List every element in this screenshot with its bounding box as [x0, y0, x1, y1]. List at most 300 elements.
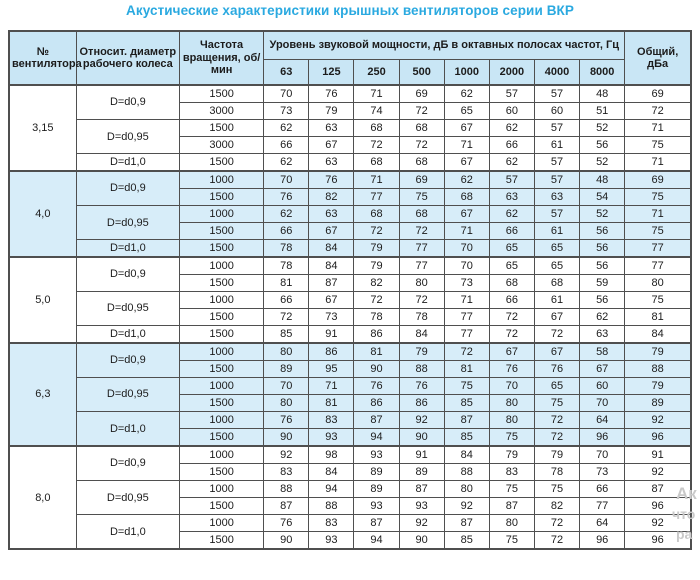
diameter-cell: D=d1,0	[76, 240, 179, 257]
level-cell-2000hz: 62	[489, 119, 534, 136]
table-row	[9, 326, 691, 343]
level-cell-8000hz: 56	[580, 291, 625, 308]
total-dba-cell: 79	[625, 377, 691, 394]
level-cell-1000hz: 70	[444, 257, 489, 274]
level-cell-125hz: 83	[309, 412, 354, 429]
level-cell-63hz: 90	[264, 429, 309, 446]
diameter-cell: D=d0,95	[76, 119, 179, 153]
fan-number-cell: 4,0	[9, 171, 76, 257]
header-band-8000: 8000	[580, 59, 625, 85]
level-cell-1000hz: 77	[444, 308, 489, 325]
level-cell-250hz: 71	[354, 85, 399, 102]
level-cell-250hz: 76	[354, 377, 399, 394]
level-cell-500hz: 93	[399, 498, 444, 515]
level-cell-500hz: 76	[399, 377, 444, 394]
table-row	[9, 291, 691, 308]
speed-cell: 1500	[179, 360, 263, 377]
diameter-cell: D=d0,9	[76, 171, 179, 205]
level-cell-500hz: 80	[399, 274, 444, 291]
level-cell-125hz: 82	[309, 188, 354, 205]
diameter-cell: D=d1,0	[76, 515, 179, 549]
level-cell-125hz: 84	[309, 463, 354, 480]
speed-cell: 1500	[179, 240, 263, 257]
diameter-cell: D=d0,9	[76, 257, 179, 291]
watermark-fragment: Ак	[676, 484, 697, 503]
level-cell-4000hz: 60	[534, 102, 579, 119]
level-cell-125hz: 84	[309, 257, 354, 274]
fan-table-body	[9, 85, 691, 549]
speed-cell: 1000	[179, 377, 263, 394]
header-band-125: 125	[309, 59, 354, 85]
level-cell-2000hz: 70	[489, 377, 534, 394]
level-cell-250hz: 68	[354, 154, 399, 171]
table-row	[9, 257, 691, 274]
level-cell-63hz: 80	[264, 394, 309, 411]
level-cell-4000hz: 67	[534, 308, 579, 325]
level-cell-8000hz: 51	[580, 102, 625, 119]
total-dba-cell: 91	[625, 446, 691, 463]
level-cell-2000hz: 80	[489, 515, 534, 532]
level-cell-500hz: 69	[399, 85, 444, 102]
level-cell-8000hz: 96	[580, 429, 625, 446]
table-header	[9, 31, 691, 85]
diameter-cell: D=d0,95	[76, 480, 179, 514]
level-cell-63hz: 80	[264, 343, 309, 360]
level-cell-8000hz: 67	[580, 360, 625, 377]
level-cell-8000hz: 96	[580, 532, 625, 549]
level-cell-1000hz: 92	[444, 498, 489, 515]
level-cell-1000hz: 71	[444, 291, 489, 308]
header-diameter: Относит. диаметр рабочего колеса	[76, 31, 179, 85]
level-cell-500hz: 77	[399, 240, 444, 257]
level-cell-250hz: 87	[354, 412, 399, 429]
fan-number-cell: 8,0	[9, 446, 76, 549]
level-cell-4000hz: 72	[534, 515, 579, 532]
speed-cell: 1500	[179, 326, 263, 343]
speed-cell: 1500	[179, 274, 263, 291]
level-cell-500hz: 92	[399, 412, 444, 429]
level-cell-63hz: 70	[264, 85, 309, 102]
level-cell-1000hz: 67	[444, 205, 489, 222]
header-band-2000: 2000	[489, 59, 534, 85]
level-cell-1000hz: 85	[444, 532, 489, 549]
level-cell-2000hz: 57	[489, 85, 534, 102]
speed-cell: 1000	[179, 446, 263, 463]
level-cell-250hz: 74	[354, 102, 399, 119]
level-cell-125hz: 81	[309, 394, 354, 411]
level-cell-125hz: 63	[309, 154, 354, 171]
total-dba-cell: 96	[625, 429, 691, 446]
level-cell-1000hz: 67	[444, 154, 489, 171]
level-cell-63hz: 85	[264, 326, 309, 343]
level-cell-63hz: 76	[264, 412, 309, 429]
level-cell-8000hz: 70	[580, 394, 625, 411]
fan-number-cell: 5,0	[9, 257, 76, 343]
level-cell-63hz: 62	[264, 154, 309, 171]
diameter-cell: D=d0,95	[76, 377, 179, 411]
level-cell-500hz: 86	[399, 394, 444, 411]
total-dba-cell: 71	[625, 119, 691, 136]
table-row	[9, 377, 691, 394]
level-cell-500hz: 78	[399, 308, 444, 325]
level-cell-4000hz: 57	[534, 119, 579, 136]
level-cell-4000hz: 76	[534, 360, 579, 377]
speed-cell: 1000	[179, 171, 263, 188]
speed-cell: 1500	[179, 308, 263, 325]
level-cell-2000hz: 72	[489, 326, 534, 343]
level-cell-1000hz: 81	[444, 360, 489, 377]
level-cell-4000hz: 72	[534, 532, 579, 549]
level-cell-1000hz: 73	[444, 274, 489, 291]
total-dba-cell: 96	[625, 532, 691, 549]
level-cell-63hz: 87	[264, 498, 309, 515]
level-cell-8000hz: 63	[580, 326, 625, 343]
level-cell-250hz: 86	[354, 394, 399, 411]
level-cell-8000hz: 64	[580, 412, 625, 429]
level-cell-63hz: 62	[264, 119, 309, 136]
level-cell-63hz: 70	[264, 377, 309, 394]
level-cell-2000hz: 57	[489, 171, 534, 188]
level-cell-125hz: 76	[309, 171, 354, 188]
level-cell-2000hz: 60	[489, 102, 534, 119]
level-cell-125hz: 67	[309, 137, 354, 154]
level-cell-250hz: 93	[354, 446, 399, 463]
level-cell-63hz: 70	[264, 171, 309, 188]
level-cell-500hz: 72	[399, 291, 444, 308]
header-band-1000: 1000	[444, 59, 489, 85]
diameter-cell: D=d1,0	[76, 326, 179, 343]
page-title: Акустические характеристики крышных вентиляторов серии ВКР	[125, 3, 574, 18]
level-cell-1000hz: 85	[444, 429, 489, 446]
level-cell-1000hz: 71	[444, 223, 489, 240]
level-cell-250hz: 79	[354, 240, 399, 257]
level-cell-4000hz: 75	[534, 480, 579, 497]
header-band-4000: 4000	[534, 59, 579, 85]
level-cell-2000hz: 66	[489, 223, 534, 240]
level-cell-250hz: 93	[354, 498, 399, 515]
total-dba-cell: 80	[625, 274, 691, 291]
level-cell-500hz: 79	[399, 343, 444, 360]
level-cell-500hz: 68	[399, 205, 444, 222]
level-cell-1000hz: 84	[444, 446, 489, 463]
level-cell-2000hz: 65	[489, 257, 534, 274]
level-cell-63hz: 66	[264, 291, 309, 308]
level-cell-63hz: 72	[264, 308, 309, 325]
level-cell-1000hz: 80	[444, 480, 489, 497]
level-cell-8000hz: 52	[580, 119, 625, 136]
total-dba-cell: 69	[625, 171, 691, 188]
level-cell-500hz: 90	[399, 429, 444, 446]
level-cell-2000hz: 66	[489, 291, 534, 308]
level-cell-500hz: 69	[399, 171, 444, 188]
fan-number-cell: 6,3	[9, 343, 76, 446]
level-cell-250hz: 79	[354, 257, 399, 274]
acoustic-characteristics-table	[8, 30, 692, 550]
total-dba-cell: 92	[625, 412, 691, 429]
level-cell-125hz: 84	[309, 240, 354, 257]
table-row	[9, 412, 691, 429]
level-cell-4000hz: 72	[534, 326, 579, 343]
level-cell-4000hz: 65	[534, 257, 579, 274]
speed-cell: 1500	[179, 223, 263, 240]
level-cell-8000hz: 64	[580, 515, 625, 532]
level-cell-125hz: 63	[309, 119, 354, 136]
level-cell-250hz: 82	[354, 274, 399, 291]
level-cell-1000hz: 88	[444, 463, 489, 480]
level-cell-500hz: 88	[399, 360, 444, 377]
level-cell-2000hz: 62	[489, 205, 534, 222]
total-dba-cell: 72	[625, 102, 691, 119]
level-cell-125hz: 93	[309, 429, 354, 446]
level-cell-8000hz: 59	[580, 274, 625, 291]
level-cell-4000hz: 65	[534, 240, 579, 257]
level-cell-2000hz: 65	[489, 240, 534, 257]
level-cell-2000hz: 66	[489, 137, 534, 154]
total-dba-cell: 89	[625, 394, 691, 411]
speed-cell: 1500	[179, 394, 263, 411]
level-cell-500hz: 91	[399, 446, 444, 463]
level-cell-4000hz: 75	[534, 394, 579, 411]
level-cell-2000hz: 75	[489, 480, 534, 497]
level-cell-125hz: 79	[309, 102, 354, 119]
level-cell-125hz: 67	[309, 291, 354, 308]
header-spl-group: Уровень звуковой мощности, дБ в октавных полосах частот, Гц	[264, 31, 625, 59]
level-cell-250hz: 94	[354, 429, 399, 446]
level-cell-125hz: 63	[309, 205, 354, 222]
header-band-500: 500	[399, 59, 444, 85]
speed-cell: 1500	[179, 498, 263, 515]
level-cell-63hz: 66	[264, 223, 309, 240]
level-cell-8000hz: 62	[580, 308, 625, 325]
level-cell-500hz: 89	[399, 463, 444, 480]
watermark-fragment: что	[672, 506, 696, 522]
level-cell-8000hz: 58	[580, 343, 625, 360]
total-dba-cell: 75	[625, 188, 691, 205]
diameter-cell: D=d0,9	[76, 343, 179, 377]
header-row-1	[9, 31, 691, 59]
speed-cell: 1500	[179, 154, 263, 171]
total-dba-cell: 87	[625, 480, 691, 497]
level-cell-1000hz: 67	[444, 119, 489, 136]
level-cell-63hz: 76	[264, 188, 309, 205]
level-cell-250hz: 89	[354, 463, 399, 480]
total-dba-cell: 75	[625, 137, 691, 154]
speed-cell: 1000	[179, 480, 263, 497]
level-cell-250hz: 72	[354, 291, 399, 308]
level-cell-250hz: 77	[354, 188, 399, 205]
table-row	[9, 515, 691, 532]
level-cell-63hz: 83	[264, 463, 309, 480]
level-cell-125hz: 88	[309, 498, 354, 515]
level-cell-250hz: 87	[354, 515, 399, 532]
level-cell-500hz: 75	[399, 188, 444, 205]
level-cell-125hz: 67	[309, 223, 354, 240]
total-dba-cell: 71	[625, 154, 691, 171]
level-cell-2000hz: 80	[489, 412, 534, 429]
level-cell-250hz: 94	[354, 532, 399, 549]
level-cell-250hz: 81	[354, 343, 399, 360]
level-cell-125hz: 93	[309, 532, 354, 549]
level-cell-250hz: 86	[354, 326, 399, 343]
level-cell-63hz: 76	[264, 515, 309, 532]
level-cell-2000hz: 75	[489, 429, 534, 446]
level-cell-250hz: 71	[354, 171, 399, 188]
level-cell-500hz: 72	[399, 102, 444, 119]
level-cell-125hz: 86	[309, 343, 354, 360]
total-dba-cell: 77	[625, 240, 691, 257]
total-dba-cell: 81	[625, 308, 691, 325]
level-cell-250hz: 89	[354, 480, 399, 497]
speed-cell: 1500	[179, 119, 263, 136]
level-cell-8000hz: 56	[580, 240, 625, 257]
fan-number-cell: 3,15	[9, 85, 76, 171]
table-row	[9, 119, 691, 136]
level-cell-2000hz: 87	[489, 498, 534, 515]
total-dba-cell: 84	[625, 326, 691, 343]
level-cell-8000hz: 66	[580, 480, 625, 497]
level-cell-4000hz: 79	[534, 446, 579, 463]
level-cell-1000hz: 87	[444, 515, 489, 532]
level-cell-63hz: 90	[264, 532, 309, 549]
level-cell-63hz: 89	[264, 360, 309, 377]
level-cell-4000hz: 57	[534, 154, 579, 171]
level-cell-63hz: 66	[264, 137, 309, 154]
table-row	[9, 205, 691, 222]
level-cell-4000hz: 57	[534, 205, 579, 222]
level-cell-8000hz: 60	[580, 377, 625, 394]
level-cell-4000hz: 68	[534, 274, 579, 291]
level-cell-63hz: 78	[264, 240, 309, 257]
diameter-cell: D=d0,95	[76, 205, 179, 239]
speed-cell: 1000	[179, 257, 263, 274]
level-cell-4000hz: 78	[534, 463, 579, 480]
level-cell-125hz: 76	[309, 85, 354, 102]
level-cell-125hz: 83	[309, 515, 354, 532]
level-cell-63hz: 73	[264, 102, 309, 119]
level-cell-4000hz: 57	[534, 85, 579, 102]
level-cell-4000hz: 57	[534, 171, 579, 188]
level-cell-4000hz: 61	[534, 137, 579, 154]
speed-cell: 1500	[179, 463, 263, 480]
level-cell-8000hz: 48	[580, 171, 625, 188]
level-cell-63hz: 92	[264, 446, 309, 463]
level-cell-63hz: 78	[264, 257, 309, 274]
header-band-63: 63	[264, 59, 309, 85]
level-cell-500hz: 92	[399, 515, 444, 532]
level-cell-1000hz: 68	[444, 188, 489, 205]
speed-cell: 1000	[179, 205, 263, 222]
table-row	[9, 240, 691, 257]
level-cell-4000hz: 63	[534, 188, 579, 205]
level-cell-8000hz: 48	[580, 85, 625, 102]
diameter-cell: D=d0,9	[76, 85, 179, 119]
level-cell-4000hz: 61	[534, 291, 579, 308]
total-dba-cell: 75	[625, 223, 691, 240]
level-cell-125hz: 87	[309, 274, 354, 291]
level-cell-500hz: 72	[399, 137, 444, 154]
level-cell-1000hz: 62	[444, 85, 489, 102]
level-cell-500hz: 72	[399, 223, 444, 240]
level-cell-125hz: 94	[309, 480, 354, 497]
table-row	[9, 171, 691, 188]
total-dba-cell: 75	[625, 291, 691, 308]
speed-cell: 1500	[179, 188, 263, 205]
level-cell-125hz: 98	[309, 446, 354, 463]
level-cell-500hz: 87	[399, 480, 444, 497]
total-dba-cell: 92	[625, 463, 691, 480]
level-cell-500hz: 68	[399, 154, 444, 171]
level-cell-500hz: 90	[399, 532, 444, 549]
level-cell-2000hz: 75	[489, 532, 534, 549]
level-cell-2000hz: 72	[489, 308, 534, 325]
level-cell-2000hz: 83	[489, 463, 534, 480]
speed-cell: 3000	[179, 137, 263, 154]
level-cell-8000hz: 56	[580, 223, 625, 240]
table-row	[9, 85, 691, 102]
level-cell-1000hz: 77	[444, 326, 489, 343]
level-cell-2000hz: 68	[489, 274, 534, 291]
level-cell-2000hz: 76	[489, 360, 534, 377]
level-cell-125hz: 95	[309, 360, 354, 377]
header-speed: Частота вращения, об/мин	[179, 31, 263, 85]
level-cell-1000hz: 75	[444, 377, 489, 394]
level-cell-250hz: 78	[354, 308, 399, 325]
level-cell-500hz: 68	[399, 119, 444, 136]
level-cell-250hz: 72	[354, 137, 399, 154]
level-cell-8000hz: 70	[580, 446, 625, 463]
level-cell-8000hz: 56	[580, 257, 625, 274]
level-cell-125hz: 73	[309, 308, 354, 325]
total-dba-cell: 79	[625, 343, 691, 360]
level-cell-1000hz: 87	[444, 412, 489, 429]
level-cell-1000hz: 71	[444, 137, 489, 154]
level-cell-63hz: 81	[264, 274, 309, 291]
level-cell-125hz: 91	[309, 326, 354, 343]
level-cell-125hz: 71	[309, 377, 354, 394]
level-cell-250hz: 68	[354, 205, 399, 222]
level-cell-2000hz: 63	[489, 188, 534, 205]
level-cell-2000hz: 80	[489, 394, 534, 411]
speed-cell: 1500	[179, 85, 263, 102]
total-dba-cell: 71	[625, 205, 691, 222]
header-total: Общий, дБа	[625, 31, 691, 85]
watermark-fragment: ра	[676, 526, 693, 542]
level-cell-1000hz: 70	[444, 240, 489, 257]
total-dba-cell: 69	[625, 85, 691, 102]
speed-cell: 1500	[179, 429, 263, 446]
speed-cell: 3000	[179, 102, 263, 119]
level-cell-4000hz: 82	[534, 498, 579, 515]
table-row	[9, 154, 691, 171]
level-cell-500hz: 84	[399, 326, 444, 343]
level-cell-1000hz: 72	[444, 343, 489, 360]
level-cell-1000hz: 85	[444, 394, 489, 411]
level-cell-250hz: 72	[354, 223, 399, 240]
level-cell-4000hz: 72	[534, 412, 579, 429]
level-cell-8000hz: 77	[580, 498, 625, 515]
header-band-250: 250	[354, 59, 399, 85]
level-cell-1000hz: 65	[444, 102, 489, 119]
speed-cell: 1000	[179, 515, 263, 532]
total-dba-cell: 88	[625, 360, 691, 377]
level-cell-250hz: 90	[354, 360, 399, 377]
speed-cell: 1000	[179, 343, 263, 360]
level-cell-8000hz: 54	[580, 188, 625, 205]
diameter-cell: D=d1,0	[76, 412, 179, 446]
level-cell-4000hz: 65	[534, 377, 579, 394]
level-cell-4000hz: 72	[534, 429, 579, 446]
total-dba-cell: 92	[625, 515, 691, 532]
